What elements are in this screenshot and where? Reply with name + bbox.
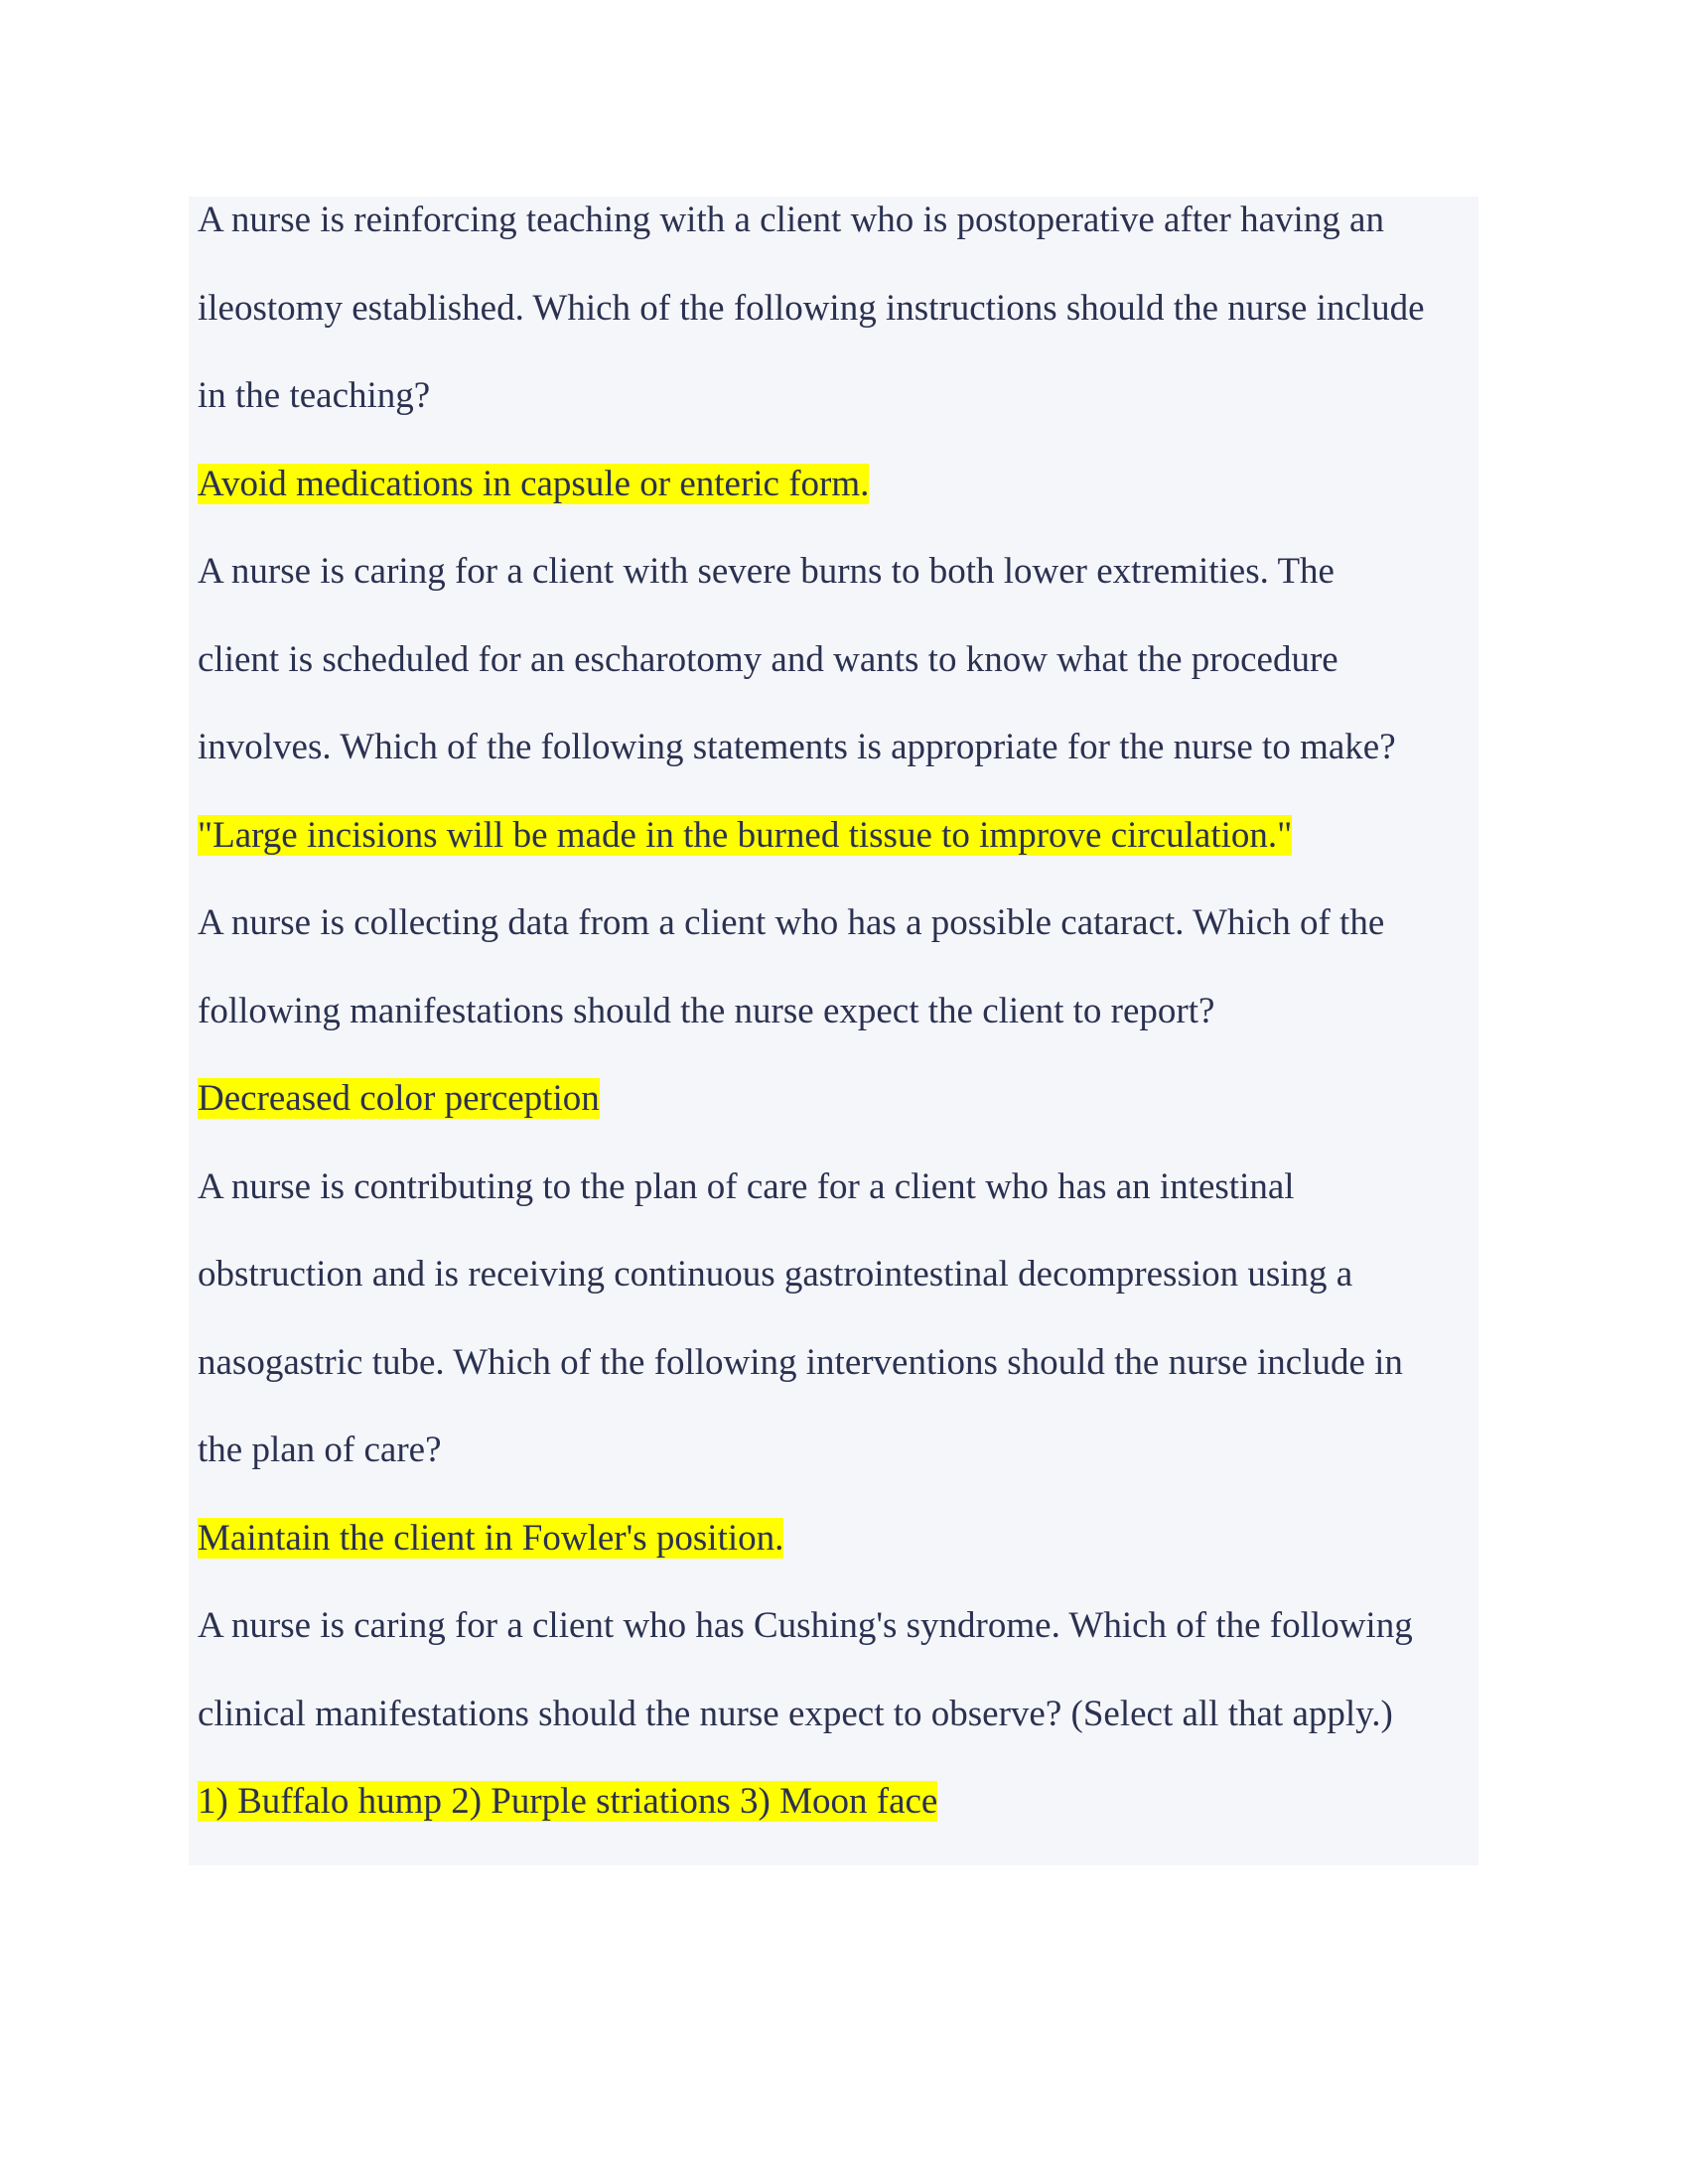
highlighted-answer: Decreased color perception [198, 1078, 600, 1119]
question-line: clinical manifestations should the nurse expect to observe? (Select all that apply.) [198, 1693, 1393, 1734]
qa-content [198, 177, 1488, 1846]
answer-line [198, 1758, 1488, 1846]
answer-line [198, 441, 1488, 529]
answer-line [198, 1055, 1488, 1144]
question-line: obstruction and is receiving continuous gastrointestinal decompression using a [198, 1254, 1353, 1295]
highlighted-answer: Maintain the client in Fowler's position. [198, 1517, 784, 1559]
question-line: A nurse is caring for a client who has Cushing's syndrome. Which of the following [198, 1605, 1413, 1646]
question-line: the plan of care? [198, 1430, 442, 1470]
answer-line [198, 792, 1488, 881]
question-line: A nurse is contributing to the plan of care for a client who has an intestinal [198, 1165, 1295, 1207]
question-line: client is scheduled for an escharotomy and wants to know what the procedure [198, 638, 1338, 680]
qa-item [198, 880, 1488, 1144]
question-line: in the teaching? [198, 375, 431, 416]
highlighted-answer: "Large incisions will be made in the burned tissue to improve circulation." [198, 814, 1293, 856]
highlighted-answer: Avoid medications in capsule or enteric form. [198, 463, 870, 504]
question-line: following manifestations should the nurse expect the client to report? [198, 990, 1215, 1031]
question-line: involves. Which of the following statements is appropriate for the nurse to make? [198, 727, 1396, 767]
qa-item [198, 1144, 1488, 1583]
question-line: A nurse is caring for a client with severe burns to both lower extremities. The [198, 551, 1335, 592]
question-line: A nurse is reinforcing teaching with a client who is postoperative after having an [198, 200, 1384, 240]
qa-item [198, 1582, 1488, 1846]
qa-item [198, 528, 1488, 880]
qa-item [198, 177, 1488, 528]
question-line: ileostomy established. Which of the following instructions should the nurse include [198, 287, 1425, 329]
question-line: A nurse is collecting data from a client who has a possible cataract. Which of the [198, 902, 1385, 943]
question-line: nasogastric tube. Which of the following interventions should the nurse include in [198, 1341, 1403, 1383]
answer-line [198, 1495, 1488, 1583]
highlighted-answer: 1) Buffalo hump 2) Purple striations 3) Moon face [198, 1781, 938, 1822]
